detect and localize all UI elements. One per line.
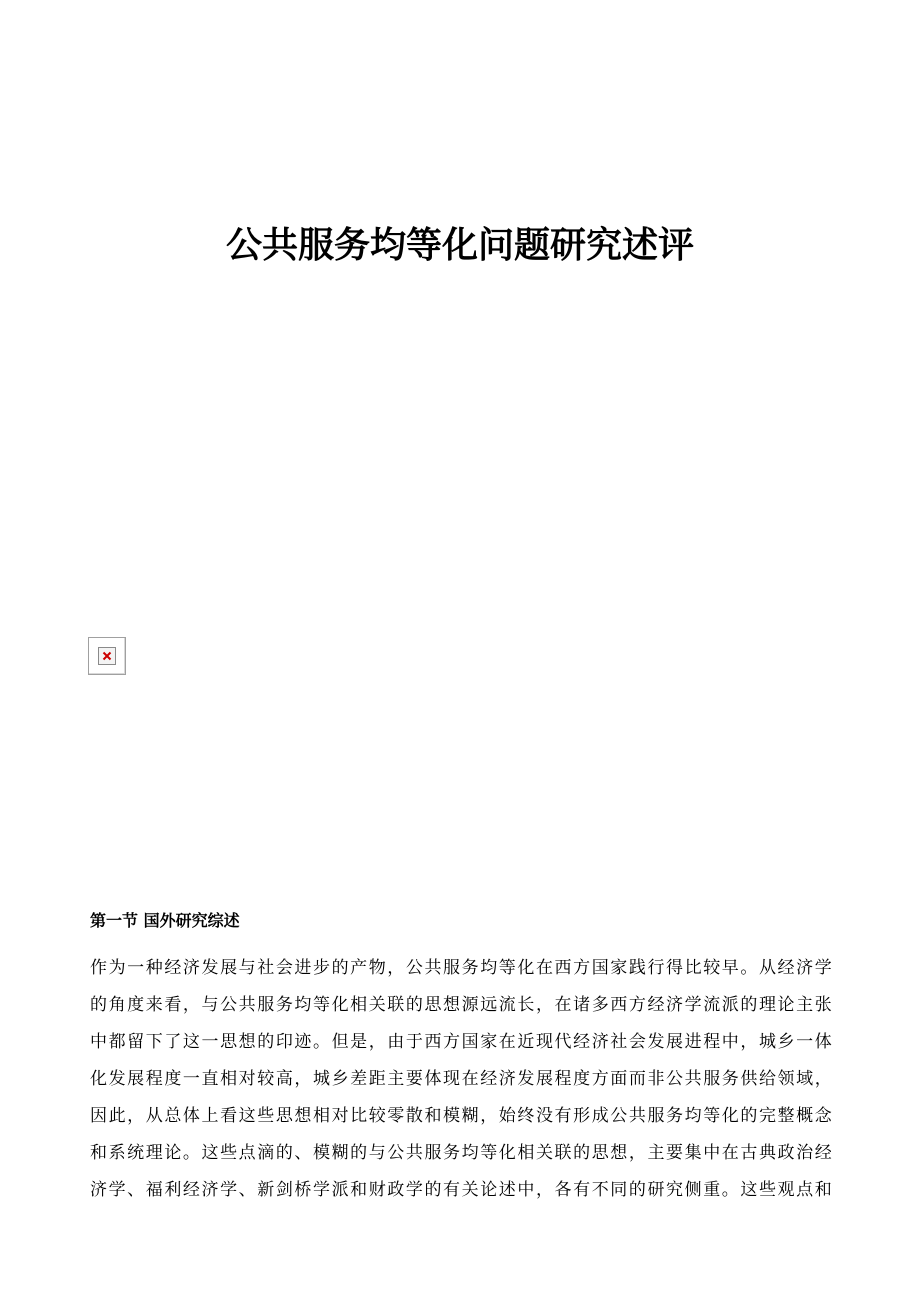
body-paragraph bbox=[90, 950, 832, 1209]
broken-image-icon bbox=[98, 647, 116, 665]
paragraph-line: 中都留下了这一思想的印迹。但是，由于西方国家在近现代经济社会发展进程中，城乡一体 bbox=[90, 1032, 832, 1052]
paragraph-line: 的角度来看，与公共服务均等化相关联的思想源远流长，在诸多西方经济学流派的理论主张 bbox=[90, 995, 832, 1015]
paragraph-line: 因此，从总体上看这些思想相对比较零散和模糊，始终没有形成公共服务均等化的完整概念 bbox=[90, 1106, 832, 1126]
paragraph-line: 济学、福利经济学、新剑桥学派和财政学的有关论述中，各有不同的研究侧重。这些观点和 bbox=[90, 1180, 832, 1200]
document-title: 公共服务均等化问题研究述评 bbox=[225, 225, 694, 266]
paragraph-line: 化发展程度一直相对较高，城乡差距主要体现在经济发展程度方面而非公共服务供给领域， bbox=[90, 1069, 832, 1089]
paragraph-line: 和系统理论。这些点滴的、模糊的与公共服务均等化相关联的思想，主要集中在古典政治经 bbox=[90, 1143, 832, 1163]
section-heading: 第一节 国外研究综述 bbox=[90, 911, 240, 930]
broken-image-placeholder bbox=[88, 637, 126, 675]
paragraph-line: 作为一种经济发展与社会进步的产物，公共服务均等化在西方国家践行得比较早。从经济学 bbox=[90, 958, 832, 978]
